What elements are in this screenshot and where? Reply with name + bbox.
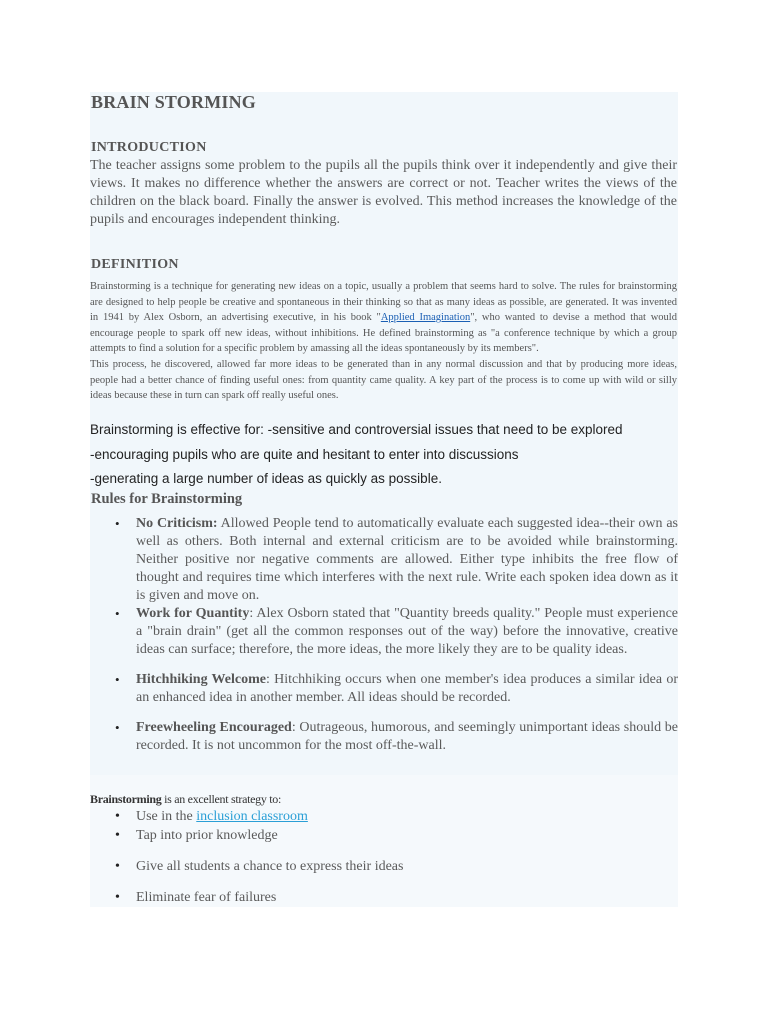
bullet-icon: • [115, 828, 120, 843]
bullet-icon: • [115, 720, 120, 735]
rule-text: : Alex Osborn stated that "Quantity breeds quality." People must experience a "brain drain" (get all the common responses out of the way) before the innovative, creative ideas can surface; therefore, the more ideas, the more likely they are to be quality ideas. [136, 606, 678, 657]
rules-heading: Rules for Brainstorming [91, 491, 243, 507]
rule-item [90, 605, 678, 659]
applied-imagination-link[interactable]: Applied Imagination [380, 312, 471, 324]
strategy-heading-rest: is an excellent strategy to: [161, 792, 282, 806]
effective-line: -generating a large number of ideas as quickly as possible. [90, 471, 442, 486]
rule-name: Freewheeling Encouraged [136, 720, 292, 735]
rule-name: Work for Quantity [136, 606, 250, 621]
strategy-item-text: Use in the [136, 809, 197, 824]
strategy-item-text: Tap into prior knowledge [136, 828, 278, 843]
effective-for-block [90, 418, 690, 492]
page-title: BRAIN STORMING [91, 92, 256, 112]
strategy-heading-bold: Brainstorming [90, 792, 162, 806]
bullet-icon: • [115, 859, 120, 874]
strategy-item [90, 827, 278, 845]
rule-item [90, 515, 678, 605]
rule-text: Allowed People tend to automatically evaluate each suggested idea--their own as well as others. Both internal and external criticism are to be avoided while brainstorming. Neither positive nor negative comments are allowed. Either type inhibits the free flow of thought and requires time which interferes with the next rule. Write each spoken idea down as it is given and move on. [136, 516, 678, 603]
rule-text: : Hitchhiking occurs when one member's idea produces a similar idea or an enhanced idea in another member. All ideas should be recorded. [136, 672, 678, 705]
definition-paragraph-2: This process, he discovered, allowed far more ideas to be generated than in any normal discussion and that by producing more ideas, people had a better chance of finding useful ones: from quantity came quality. A key part of the process is to come up with wild or silly ideas because these in turn can spark off really useful ones. [90, 358, 677, 402]
rules-list [90, 515, 678, 755]
rule-name: No Criticism: [136, 516, 218, 531]
bullet-icon: • [115, 606, 120, 621]
strategy-item [90, 889, 276, 907]
introduction-paragraph: The teacher assigns some problem to the pupils all the pupils think over it independently and give their views. It makes no difference whether the answers are correct or not. Teacher writes the views of the children on the black board. Finally the answer is evolved. This method increases the knowledge of the pupils and encourages independent thinking. [90, 158, 677, 227]
rule-item [90, 719, 678, 755]
bullet-icon: • [115, 516, 120, 531]
effective-line: -encouraging pupils who are quite and hesitant to enter into discussions [90, 446, 519, 462]
definition-heading: DEFINITION [91, 257, 179, 272]
definition-text-part: Brainstorming is a technique for generating new ideas on a topic, usually a problem that seems hard to solve. The rules for brainstorming are designed to help people be creative and spontaneous in their thinking so that as many ideas as possible, are generated. It was invented in 1941 by Alex Osborn, an advertising executive, in his book " [90, 281, 677, 324]
strategy-item-text: Give all students a chance to express their ideas [136, 859, 404, 874]
definition-paragraph-1 [90, 279, 677, 357]
bullet-icon: • [115, 809, 120, 824]
effective-line: Brainstorming is effective for: -sensitive and controversial issues that need to be explored [90, 422, 623, 437]
introduction-heading: INTRODUCTION [91, 140, 207, 155]
strategy-item-text: Eliminate fear of failures [136, 890, 277, 905]
strategy-heading [90, 792, 281, 807]
bullet-icon: • [115, 890, 120, 905]
definition-text-part: ", who wanted to devise a method that would encourage people to spark off new ideas, without inhibitions. He defined brainstorming as "a conference technique by which a group attempts to find a solution for a specific problem by amassing all the ideas spontaneously by its members". [90, 312, 677, 355]
rule-text: : Outrageous, humorous, and seemingly unimportant ideas should be recorded. It is not uncommon for the most off-the-wall. [136, 720, 678, 753]
rule-item [90, 671, 678, 707]
definition-text [90, 279, 677, 404]
strategy-item [90, 858, 403, 876]
bullet-icon: • [115, 672, 120, 687]
rule-name: Hitchhiking Welcome [136, 672, 266, 687]
inclusion-classroom-link[interactable]: inclusion classroom [196, 809, 308, 824]
strategy-item [90, 808, 308, 826]
